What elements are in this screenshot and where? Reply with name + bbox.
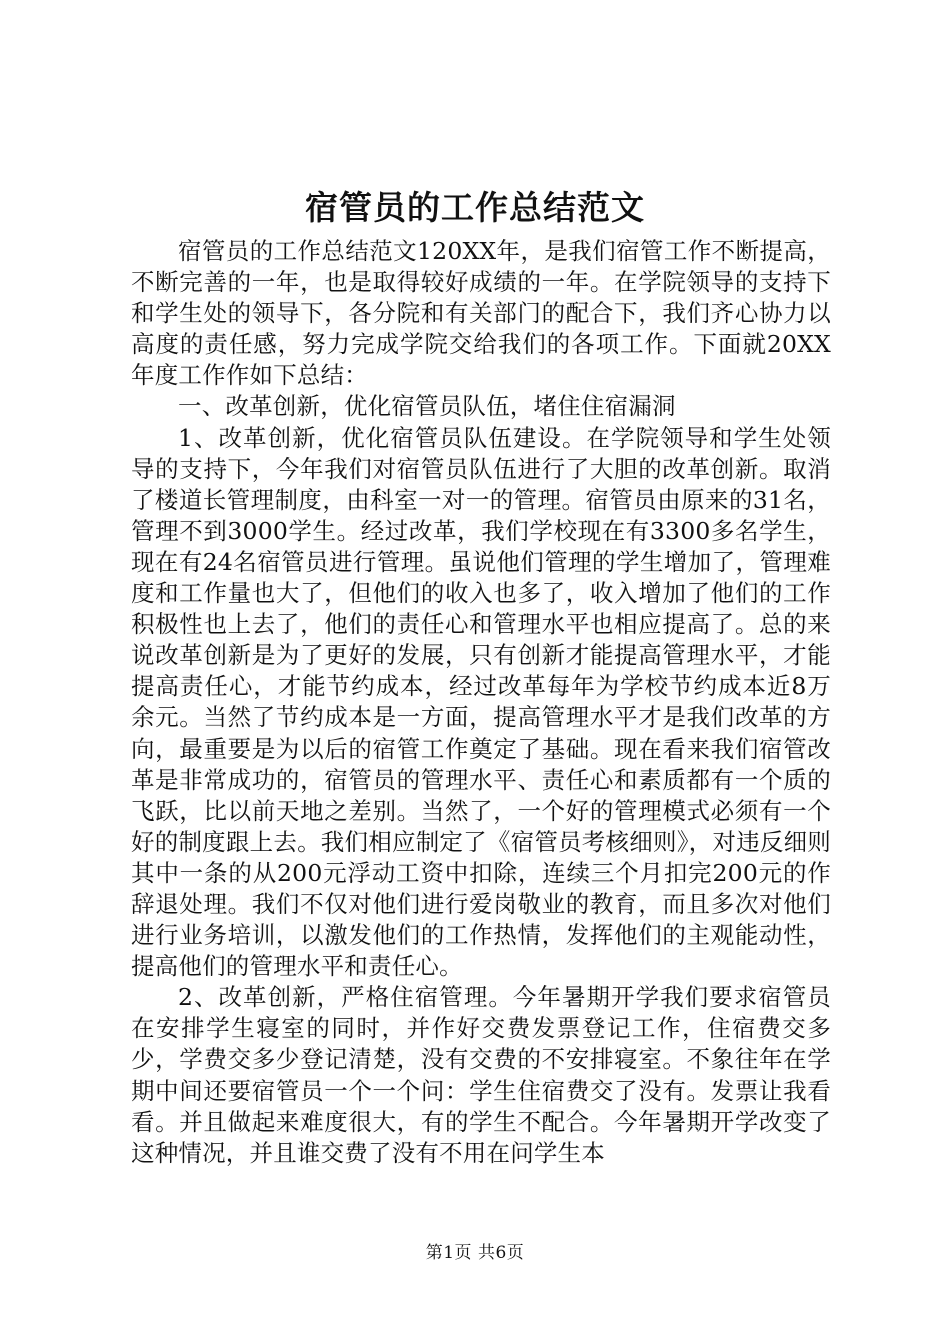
- document-body: [131, 236, 831, 1169]
- document-title: 宿管员的工作总结范文: [305, 188, 645, 227]
- paragraph-item-2: 2、改革创新，严格住宿管理。今年暑期开学我们要求宿管员在安排学生寝室的同时，并作好交费发票登记工作，住宿费交多少，学费交多少登记清楚，没有交费的不安排寝室。不象往年在学期中间还要宿管员一个一个问：学生住宿费交了没有。发票让我看看。并且做起来难度很大，有的学生不配合。今年暑期开学改变了这种情况，并且谁交费了没有不用在问学生本: [131, 983, 831, 1167]
- page-number-footer: 第1页 共6页: [425, 1243, 525, 1263]
- paragraph-item-1: 1、改革创新，优化宿管员队伍建设。在学院领导和学生处领导的支持下，今年我们对宿管员队伍进行了大胆的改革创新。取消了楼道长管理制度，由科室一对一的管理。宿管员由原来的31名，管理不到3000学生。经过改革，我们学校现在有3300多名学生，现在有24名宿管员进行管理。虽说他们管理的学生增加了，管理难度和工作量也大了，但他们的收入也多了，收入增加了他们的工作积极性也上去了，他们的责任心和管理水平也相应提高了。总的来说改革创新是为了更好的发展，只有创新才能提高管理水平，才能提高责任心，才能节约成本，经过改革每年为学校节约成本近8万余元。当然了节约成本是一方面，提高管理水平才是我们改革的方向，最重要是为以后的宿管工作奠定了基础。现在看来我们宿管改革是非常成功的，宿管员的管理水平、责任心和素质都有一个质的飞跃，比以前天地之差别。当然了，一个好的管理模式必须有一个好的制度跟上去。我们相应制定了《宿管员考核细则》，对违反细则其中一条的从200元浮动工资中扣除，连续三个月扣完200元的作辞退处理。我们不仅对他们进行爱岗敬业的教育，而且多次对他们进行业务培训，以激发他们的工作热情，发挥他们的主观能动性，提高他们的管理水平和责任心。: [131, 423, 831, 981]
- paragraph-intro: 宿管员的工作总结范文120XX年，是我们宿管工作不断提高，不断完善的一年，也是取得较好成绩的一年。在学院领导的支持下和学生处的领导下，各分院和有关部门的配合下，我们齐心协力以高度的责任感，努力完成学院交给我们的各项工作。下面就20XX年度工作作如下总结：: [131, 237, 831, 390]
- section-heading-1: 一、改革创新，优化宿管员队伍，堵住住宿漏洞: [178, 392, 676, 421]
